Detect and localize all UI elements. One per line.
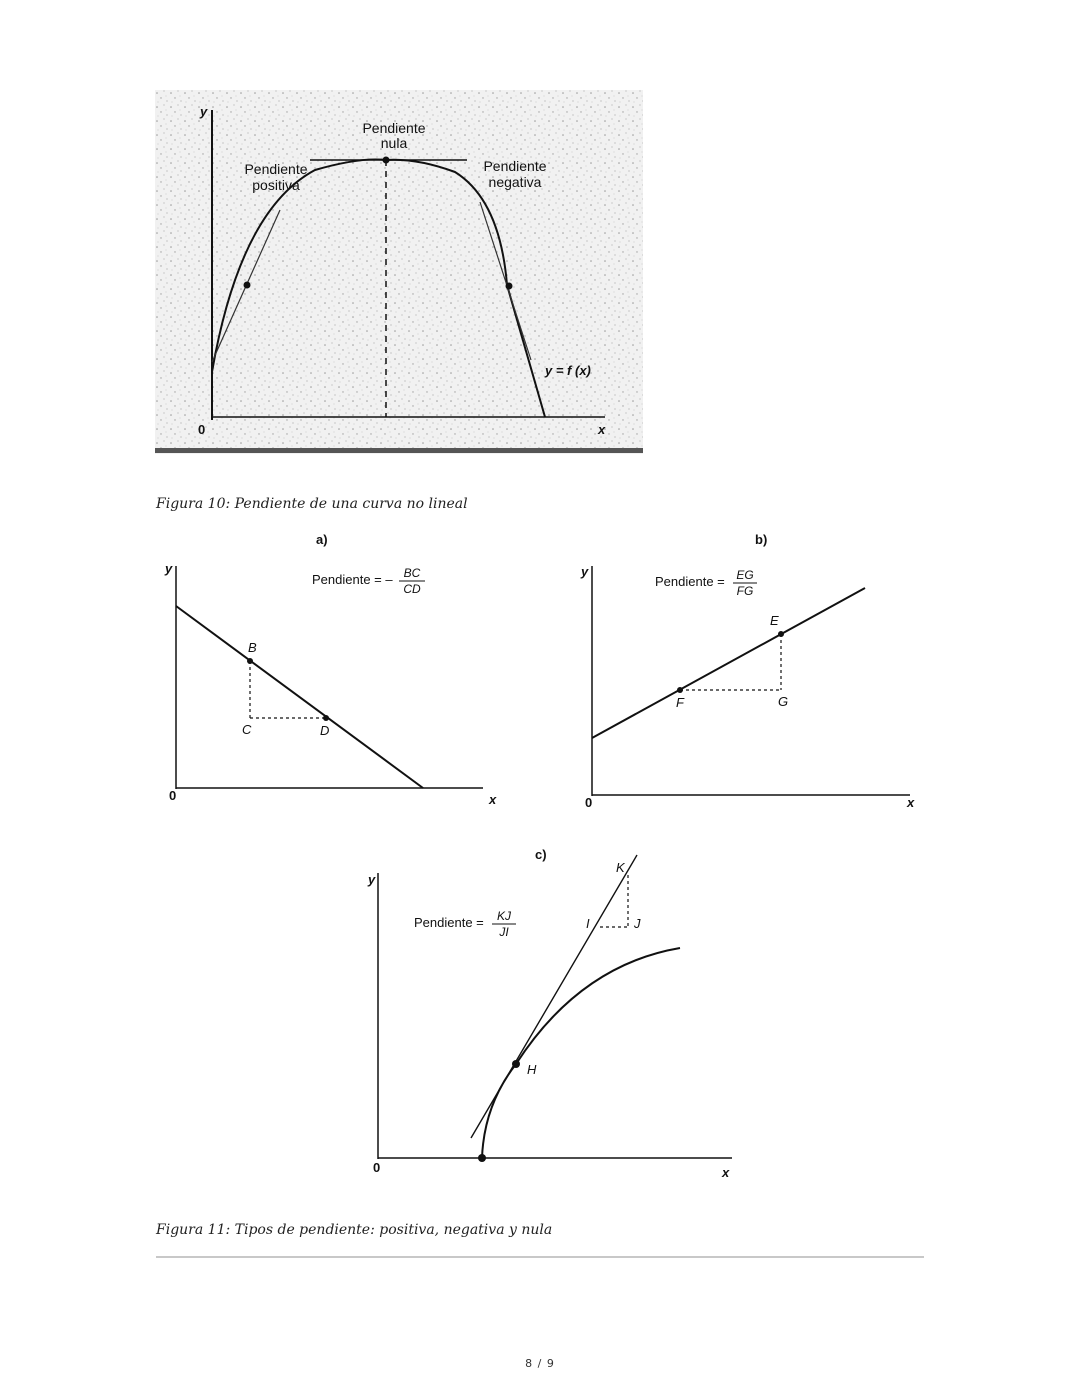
panel-a-x-label: x — [489, 792, 497, 807]
panel-a-title: a) — [316, 532, 328, 547]
panel-a-y-label: y — [165, 561, 173, 576]
figure-10-bottom-border — [155, 448, 643, 453]
label-null-line1: Pendiente — [362, 120, 426, 136]
figure-11-caption: Figura 11: Tipos de pendiente: positiva, negativa y nula — [156, 1222, 553, 1238]
panel-a-label-b: B — [248, 640, 257, 655]
point-max — [383, 157, 390, 164]
panel-c-label-i: I — [586, 916, 590, 931]
panel-a-origin: 0 — [169, 788, 177, 803]
panel-a-line — [176, 606, 423, 788]
panel-b-line — [592, 588, 865, 738]
panel-a-denominator: CD — [403, 582, 421, 596]
label-negative-line2: negativa — [488, 174, 542, 190]
panel-c-origin: 0 — [373, 1160, 381, 1175]
origin-label: 0 — [198, 422, 206, 437]
panel-b-x-label: x — [907, 795, 915, 810]
panel-b-numerator: EG — [736, 568, 754, 582]
panel-c-y-label: y — [368, 872, 376, 887]
panel-b-slope-label: Pendiente = — [655, 574, 725, 589]
panel-b-title: b) — [755, 532, 768, 547]
panel-b-point-f — [677, 687, 683, 693]
panel-a-slope-label: Pendiente = – — [312, 572, 393, 587]
panel-a-label-d: D — [320, 723, 330, 738]
panel-c-numerator: KJ — [496, 909, 512, 923]
panel-c-slope-label: Pendiente = — [414, 915, 484, 930]
panel-c-point-h — [512, 1060, 520, 1068]
x-axis-label: x — [598, 422, 606, 437]
panel-c-point-origin-curve — [478, 1154, 486, 1162]
label-positive-line2: positiva — [252, 177, 300, 193]
label-null-line2: nula — [380, 135, 408, 151]
function-label: y = f (x) — [545, 363, 591, 378]
figure-11b-positive-slope — [575, 528, 925, 813]
panel-c-label-h: H — [527, 1062, 537, 1077]
panel-c-label-k: K — [616, 860, 625, 875]
panel-c-curve — [482, 948, 680, 1158]
panel-b-origin: 0 — [585, 795, 593, 810]
panel-c-tangent — [471, 855, 637, 1138]
point-positive — [244, 282, 251, 289]
figure-10-caption: Figura 10: Pendiente de una curva no lineal — [156, 496, 468, 512]
label-negative-line1: Pendiente — [483, 158, 547, 174]
panel-a-point-b — [247, 658, 253, 664]
y-axis-label: y — [200, 104, 208, 119]
panel-b-denominator: FG — [736, 584, 754, 598]
label-positive-line1: Pendiente — [244, 161, 308, 177]
figure-11c-tangent-slope — [360, 845, 750, 1177]
point-negative — [506, 283, 513, 290]
panel-c-x-label: x — [722, 1165, 730, 1177]
panel-a-label-c: C — [242, 722, 252, 737]
figure-11a-negative-slope — [155, 528, 515, 813]
panel-b-point-e — [778, 631, 784, 637]
panel-c-label-j: J — [634, 916, 641, 931]
panel-b-label-e: E — [770, 613, 779, 628]
page-divider — [156, 1256, 924, 1258]
panel-b-label-f: F — [676, 695, 684, 710]
panel-b-label-g: G — [778, 694, 789, 709]
panel-c-denominator: JI — [499, 925, 509, 939]
panel-b-y-label: y — [581, 564, 589, 579]
panel-a-numerator: BC — [403, 566, 421, 580]
figure-10-nonlinear-slope — [155, 90, 643, 454]
panel-c-title: c) — [535, 847, 547, 862]
page-number: 8 / 9 — [525, 1357, 555, 1370]
panel-a-point-d — [323, 715, 329, 721]
